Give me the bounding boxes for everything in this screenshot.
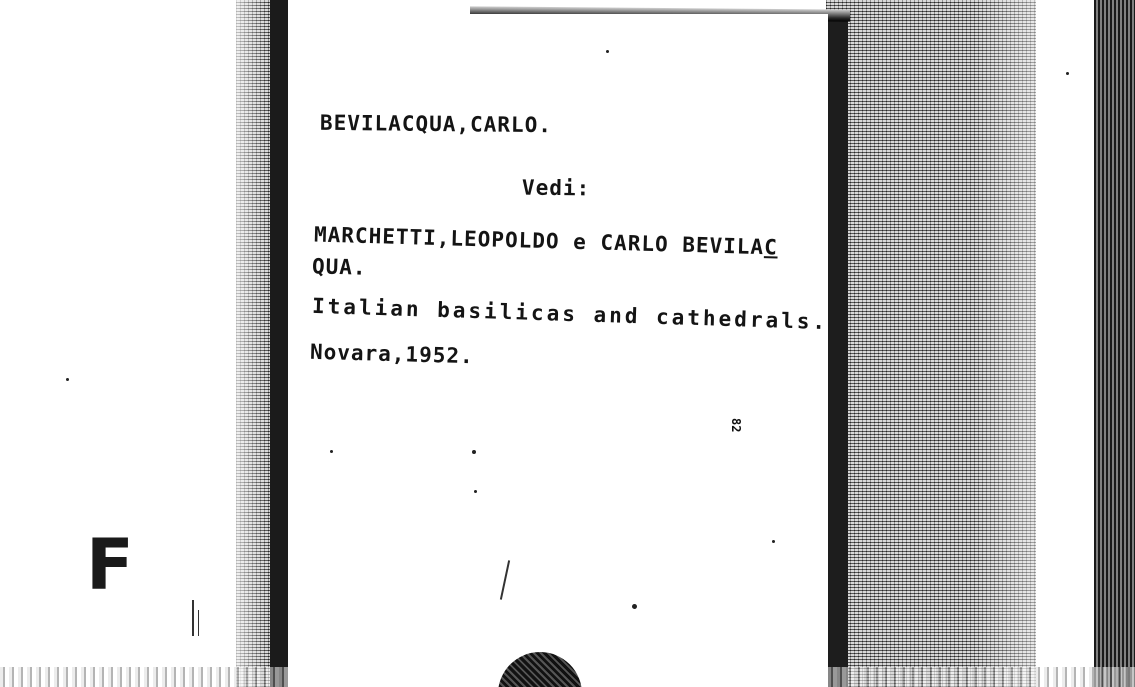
pencil-mark <box>192 600 194 636</box>
shelfmark: 82 <box>729 418 743 433</box>
speck <box>66 378 69 381</box>
reference-line-1-text: MARCHETTI,LEOPOLDO e CARLO BEVILA <box>313 222 765 260</box>
speck <box>330 450 333 453</box>
drawer-right-edge <box>826 0 1036 687</box>
speck <box>1066 72 1069 75</box>
speck <box>474 490 477 493</box>
speck <box>472 450 476 454</box>
reference-line-1-end: C <box>763 235 779 260</box>
card-heading: BEVILACQUA,CARLO. <box>319 110 553 138</box>
reference-line-2: QUA. <box>311 254 367 280</box>
card-left-shadow <box>270 0 288 687</box>
speck <box>632 604 637 609</box>
card-right-shadow <box>826 20 848 687</box>
book-title: Italian basilicas and cathedrals. <box>311 293 829 335</box>
book-imprint: Novara,1952. <box>309 339 475 369</box>
speck <box>772 540 775 543</box>
see-reference-label: Vedi: <box>521 175 591 201</box>
speck <box>606 50 609 53</box>
drawer-far-right-edge <box>1094 0 1135 687</box>
pencil-mark <box>198 610 199 636</box>
drawer-letter-label: F <box>86 524 134 606</box>
